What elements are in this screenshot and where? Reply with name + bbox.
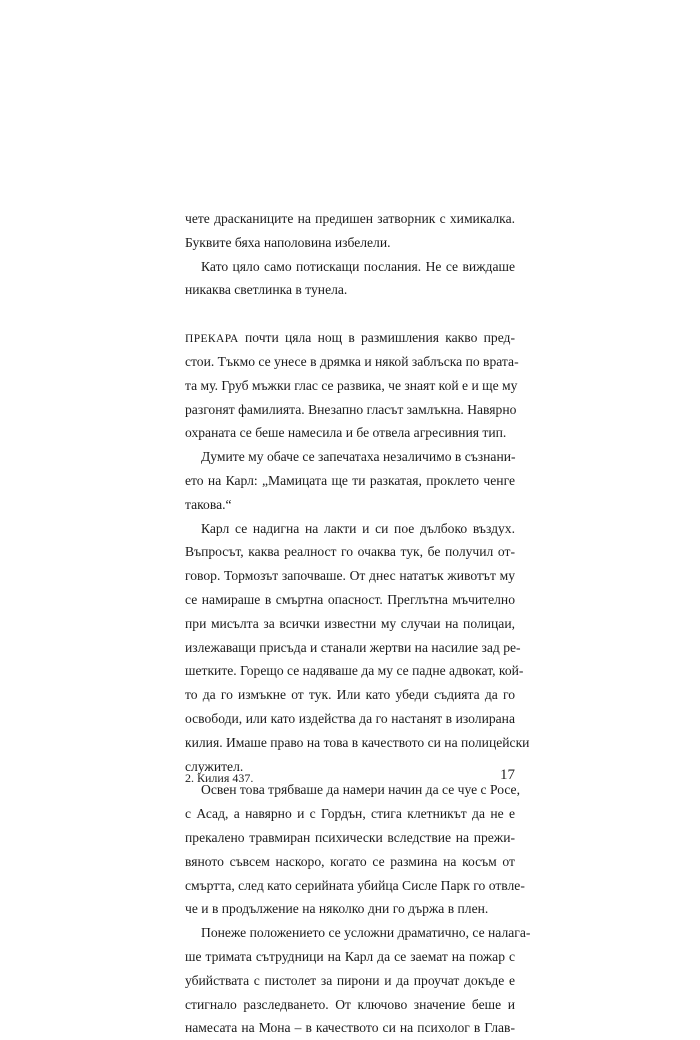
text-line: убийствата с пистолет за пирони и да проучат докъде е: [185, 972, 515, 988]
text-line: Буквите бяха наполовина избелели.: [185, 234, 391, 250]
text-line: с Асад, а навярно и с Гордън, стига клетникът да не е: [185, 806, 515, 822]
text-line: освободи, или като издейства да го настанят в изолирана: [185, 710, 515, 726]
text-line: ето на Карл: „Мамицата ще ти разкатая, проклето ченге: [185, 472, 515, 488]
text-line: Освен това трябваше да намери начин да се чуе с Росе,: [201, 782, 520, 798]
text-line: при мисълта за всички известни му случаи на полицаи,: [185, 615, 515, 631]
text-line: такова.“: [185, 496, 232, 512]
text-line: излежаващи присъда и станали жертви на насилие зад ре-: [185, 639, 521, 655]
text-line: чете драсканиците на предишен затворник с химикалка.: [185, 211, 515, 226]
text-line: че и в продължение на няколко дни го държа в плен.: [185, 901, 489, 917]
text-line: вяното съвсем наскоро, когато се размина на косъм от: [185, 853, 515, 869]
text-line: килия. Имаше право на това в качеството си на полицейски: [185, 734, 530, 750]
text-line: стигнало разследването. От ключово значение беше и: [185, 996, 515, 1012]
text-line: Като цяло само потискащи послания. Не се виждаше: [201, 258, 515, 274]
text-line: охраната се беше намесила и бе отвела агресивния тип.: [185, 425, 507, 441]
text-line: прекалено травмиран психически вследствие на прежи-: [185, 829, 515, 845]
text-line: служител.: [185, 758, 244, 774]
text-line: никаква светлинка в тунела.: [185, 282, 348, 298]
text-line: Понеже положението се усложни драматично, се налага-: [201, 925, 531, 941]
text-line: смъртта, след като серийната убийца Сисле Парк го отвле-: [185, 877, 525, 893]
text-line: стои. Тъкмо се унесе в дрямка и някой заблъска по врата-: [185, 353, 519, 369]
text-line: [185, 326, 515, 350]
lead-in-rest: почти цяла нощ в размишления какво пред-: [238, 330, 515, 346]
page-number: 17: [500, 767, 515, 783]
running-footer-title: 2. Килия 437.: [185, 771, 254, 785]
text-line: шетките. Горещо се надяваше да му се падне адвокат, кой-: [185, 663, 524, 679]
text-line: намесата на Мона – в качеството си на психолог в Глав-: [185, 1020, 515, 1036]
text-line: се намираше в смъртна опасност. Преглътна мъчително: [185, 591, 515, 607]
lead-in-smallcaps: ПРЕКАРА: [185, 333, 239, 346]
text-line: Карл се надигна на лакти и си пое дълбоко въздух.: [201, 520, 515, 536]
text-line: та му. Груб мъжки глас се развика, че знаят кой е и ще му: [185, 377, 518, 393]
text-line: то да го измъкне от тук. Или като убеди съдията да го: [185, 687, 515, 703]
section-break: [185, 302, 515, 326]
text-line: говор. Тормозът започваше. От днес нататък животът му: [185, 568, 515, 584]
text-line: Въпросът, каква реалност го очаква тук, бе получил от-: [185, 544, 515, 560]
body-text: [185, 207, 531, 1040]
text-line: Думите му обаче се запечатаха незаличимо в съзнани-: [201, 449, 516, 465]
text-line: разгонят фамилията. Внезапно гласът замлъкна. Навярно: [185, 401, 517, 417]
text-line: ше тримата сътрудници на Карл да се заемат на пожар с: [185, 948, 515, 964]
